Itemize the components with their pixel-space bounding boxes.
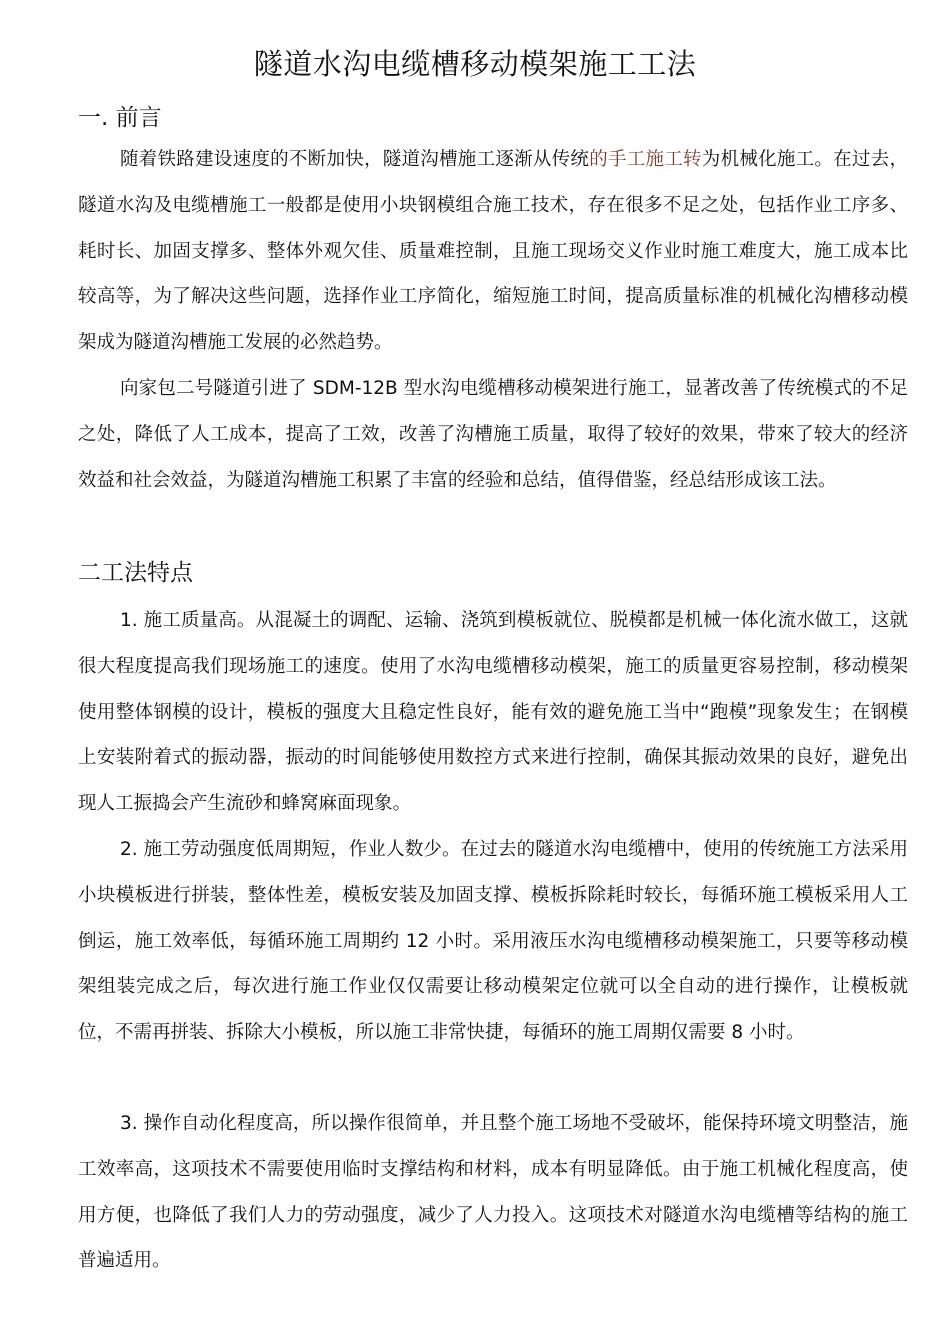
section-heading-features: 二工法特点 xyxy=(78,560,193,586)
section-heading-preface: 一. 前言 xyxy=(78,105,162,131)
preface-paragraph-2: 向家包二号隧道引进了 SDM-12B 型水沟电缆槽移动模架进行施工，显著改善了传统模式的不足之处，降低了人工成本，提高了工效，改善了沟槽施工质量，取得了较好的效果，带來了较大的经济效益和社会效益，为隧道沟槽施工积累了丰富的经验和总结，值得借鉴，经总结形成该工法。 xyxy=(78,378,908,491)
document-title: 隧道水沟电缆槽移动模架施工工法 xyxy=(253,47,697,81)
highlighted-text: 的手工施工转 xyxy=(589,149,702,170)
preface-paragraph-1-text-end: 为机械化施工。在过去，隧道水沟及电缆槽施工一般都是使用小块钢模组合施工技术，存在很多不足之处，包括作业工序多、耗时长、加固支撑多、整体外观欠佳、质量难控制，且施工现场交义作业时施工难度大，施工成本比较高等，为了解决这些问题，选择作业工序简化，缩短施工时间，提高质量标准的机械化沟槽移动模架成为隧道沟槽施工发展的必然趋势。 xyxy=(78,149,908,354)
preface-paragraph-1-text-start: 随着铁路建设速度的不断加快，隧道沟槽施工逐渐从传统 xyxy=(120,149,590,170)
feature-paragraph-3: 3. 操作自动化程度高，所以操作很简单，并且整个施工场地不受破坏，能保持环境文明整洁，施工效率高，这项技术不需要使用临时支撑结构和材料，成本有明显降低。由于施工机械化程度高，使用方便，也降低了我们人力的劳动强度，减少了人力投入。这项技术对隧道水沟电缆槽等结构的施工普遍适用。 xyxy=(78,1113,908,1272)
feature-paragraph-1: 1. 施工质量高。从混凝土的调配、运输、浇筑到模板就位、脱模都是机械一体化流水做工，这就很大程度提高我们现场施工的速度。使用了水沟电缆槽移动模架，施工的质量更容易控制，移动模架使用整体钢模的设计，模板的强度大且稳定性良好，能有效的避免施工当中“跑模”现象发生；在钢模上安装附着式的振动器，振动的时间能够使用数控方式来进行控制，确保其振动效果的良好，避免出现人工振捣会产生流砂和蜂窝麻面现象。 xyxy=(78,610,908,815)
preface-paragraph-1 xyxy=(78,137,908,366)
feature-paragraph-2: 2. 施工劳动强度低周期短，作业人数少。在过去的隧道水沟电缆槽中，使用的传统施工方法采用小块模板进行拼装，整体性差，模板安装及加固支撑、模板拆除耗时较长，每循环施工模板采用人工倒运，施工效率低，每循环施工周期约 12 小时。采用液压水沟电缆槽移动模架施工，只要等移动模架组装完成之后，每次进行施工作业仅仅需要让移动模架定位就可以全自动的进行操作，让模板就位，不需再拼装、拆除大小模板，所以施工非常快捷，每循环的施工周期仅需要 8 小时。 xyxy=(78,839,908,1044)
